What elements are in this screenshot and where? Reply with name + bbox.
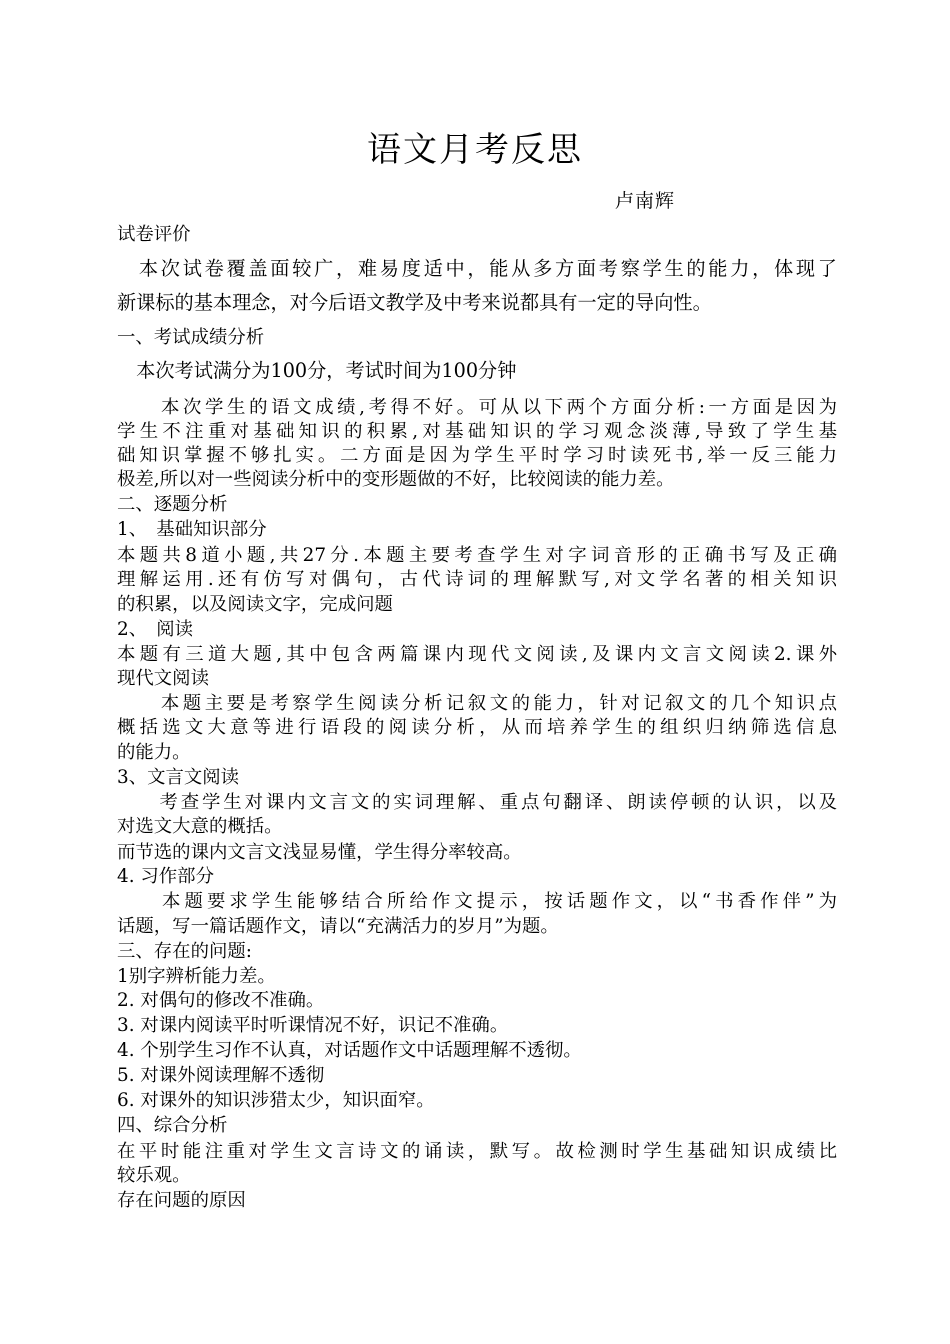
section-heading: 四、综合分析 [117,1115,228,1136]
text-line: 极差,所以对一些阅读分析中的变形题做的不好，比较阅读的能力差。 [117,469,675,490]
text-line: 较乐观。 [117,1165,191,1186]
text-line: 本题有三道大题,其中包含两篇课内现代文阅读,及课内文言文阅读2.课外 [117,644,837,665]
text-line: 本题要求学生能够结合所给作文提示，按话题作文，以“书香作伴”为 [117,891,837,912]
text-line: 对选文大意的概括。 [117,816,283,837]
text-line: 话题，写一篇话题作文，请以“充满活力的岁月”为题。 [117,916,559,937]
text-line: 理解运用.还有仿写对偶句，古代诗词的理解默写,对文学名著的相关知识 [117,569,837,590]
subsection-heading: 1、 基础知识部分 [117,519,267,540]
subsection-heading: 4. 习作部分 [117,866,214,887]
text-line: 存在问题的原因 [117,1190,246,1211]
list-item: 3. 对课内阅读平时听课情况不好，识记不准确。 [117,1015,509,1036]
text-line: 本次学生的语文成绩,考得不好。可从以下两个方面分析:一方面是因为 [117,397,837,418]
section-heading: 二、逐题分析 [117,494,228,515]
list-item: 5. 对课外阅读理解不透彻 [117,1065,325,1086]
text-line: 的能力。 [117,742,191,763]
section-heading: 三、存在的问题: [117,941,252,962]
list-item: 6. 对课外的知识涉猎太少，知识面窄。 [117,1090,435,1111]
text-line: 学生不注重对基础知识的积累,对基础知识的学习观念淡薄,导致了学生基 [117,421,837,442]
text-line: 的积累，以及阅读文字，完成问题 [117,594,393,615]
subsection-heading: 2、 阅读 [117,619,194,640]
text-line: 新课标的基本理念，对今后语文教学及中考来说都具有一定的导向性。 [117,291,712,314]
text-line: 考查学生对课内文言文的实词理解、重点句翻译、朗读停顿的认识，以及 [117,792,837,813]
page-title: 语文月考反思 [367,130,583,170]
list-item: 1别字辨析能力差。 [117,966,276,987]
text-line: 本次考试满分为100分，考试时间为100分钟 [117,359,517,382]
text-line: 在平时能注重对学生文言诗文的诵读，默写。故检测时学生基础知识成绩比 [117,1141,837,1162]
list-item: 4. 个别学生习作不认真，对话题作文中话题理解不透彻。 [117,1040,582,1061]
section-heading: 一、考试成绩分析 [117,327,265,348]
text-line: 概括选文大意等进行语段的阅读分析，从而培养学生的组织归纳筛选信息 [117,717,837,738]
text-line: 本题主要是考察学生阅读分析记叙文的能力，针对记叙文的几个知识点 [117,693,837,714]
text-line: 而节选的课内文言文浅显易懂，学生得分率较高。 [117,842,522,863]
text-line: 试卷评价 [117,224,191,245]
text-line: 本题共8道小题,共27分.本题主要考查学生对字词音形的正确书写及正确 [117,545,837,566]
text-line: 现代文阅读 [117,668,209,689]
text-line: 础知识掌握不够扎实。二方面是因为学生平时学习时读死书,举一反三能力 [117,445,837,466]
list-item: 2. 对偶句的修改不准确。 [117,990,325,1011]
author-name: 卢南辉 [615,190,676,212]
subsection-heading: 3、文言文阅读 [117,767,240,788]
text-line: 本次试卷覆盖面较广，难易度适中，能从多方面考察学生的能力，体现了 [117,257,837,280]
